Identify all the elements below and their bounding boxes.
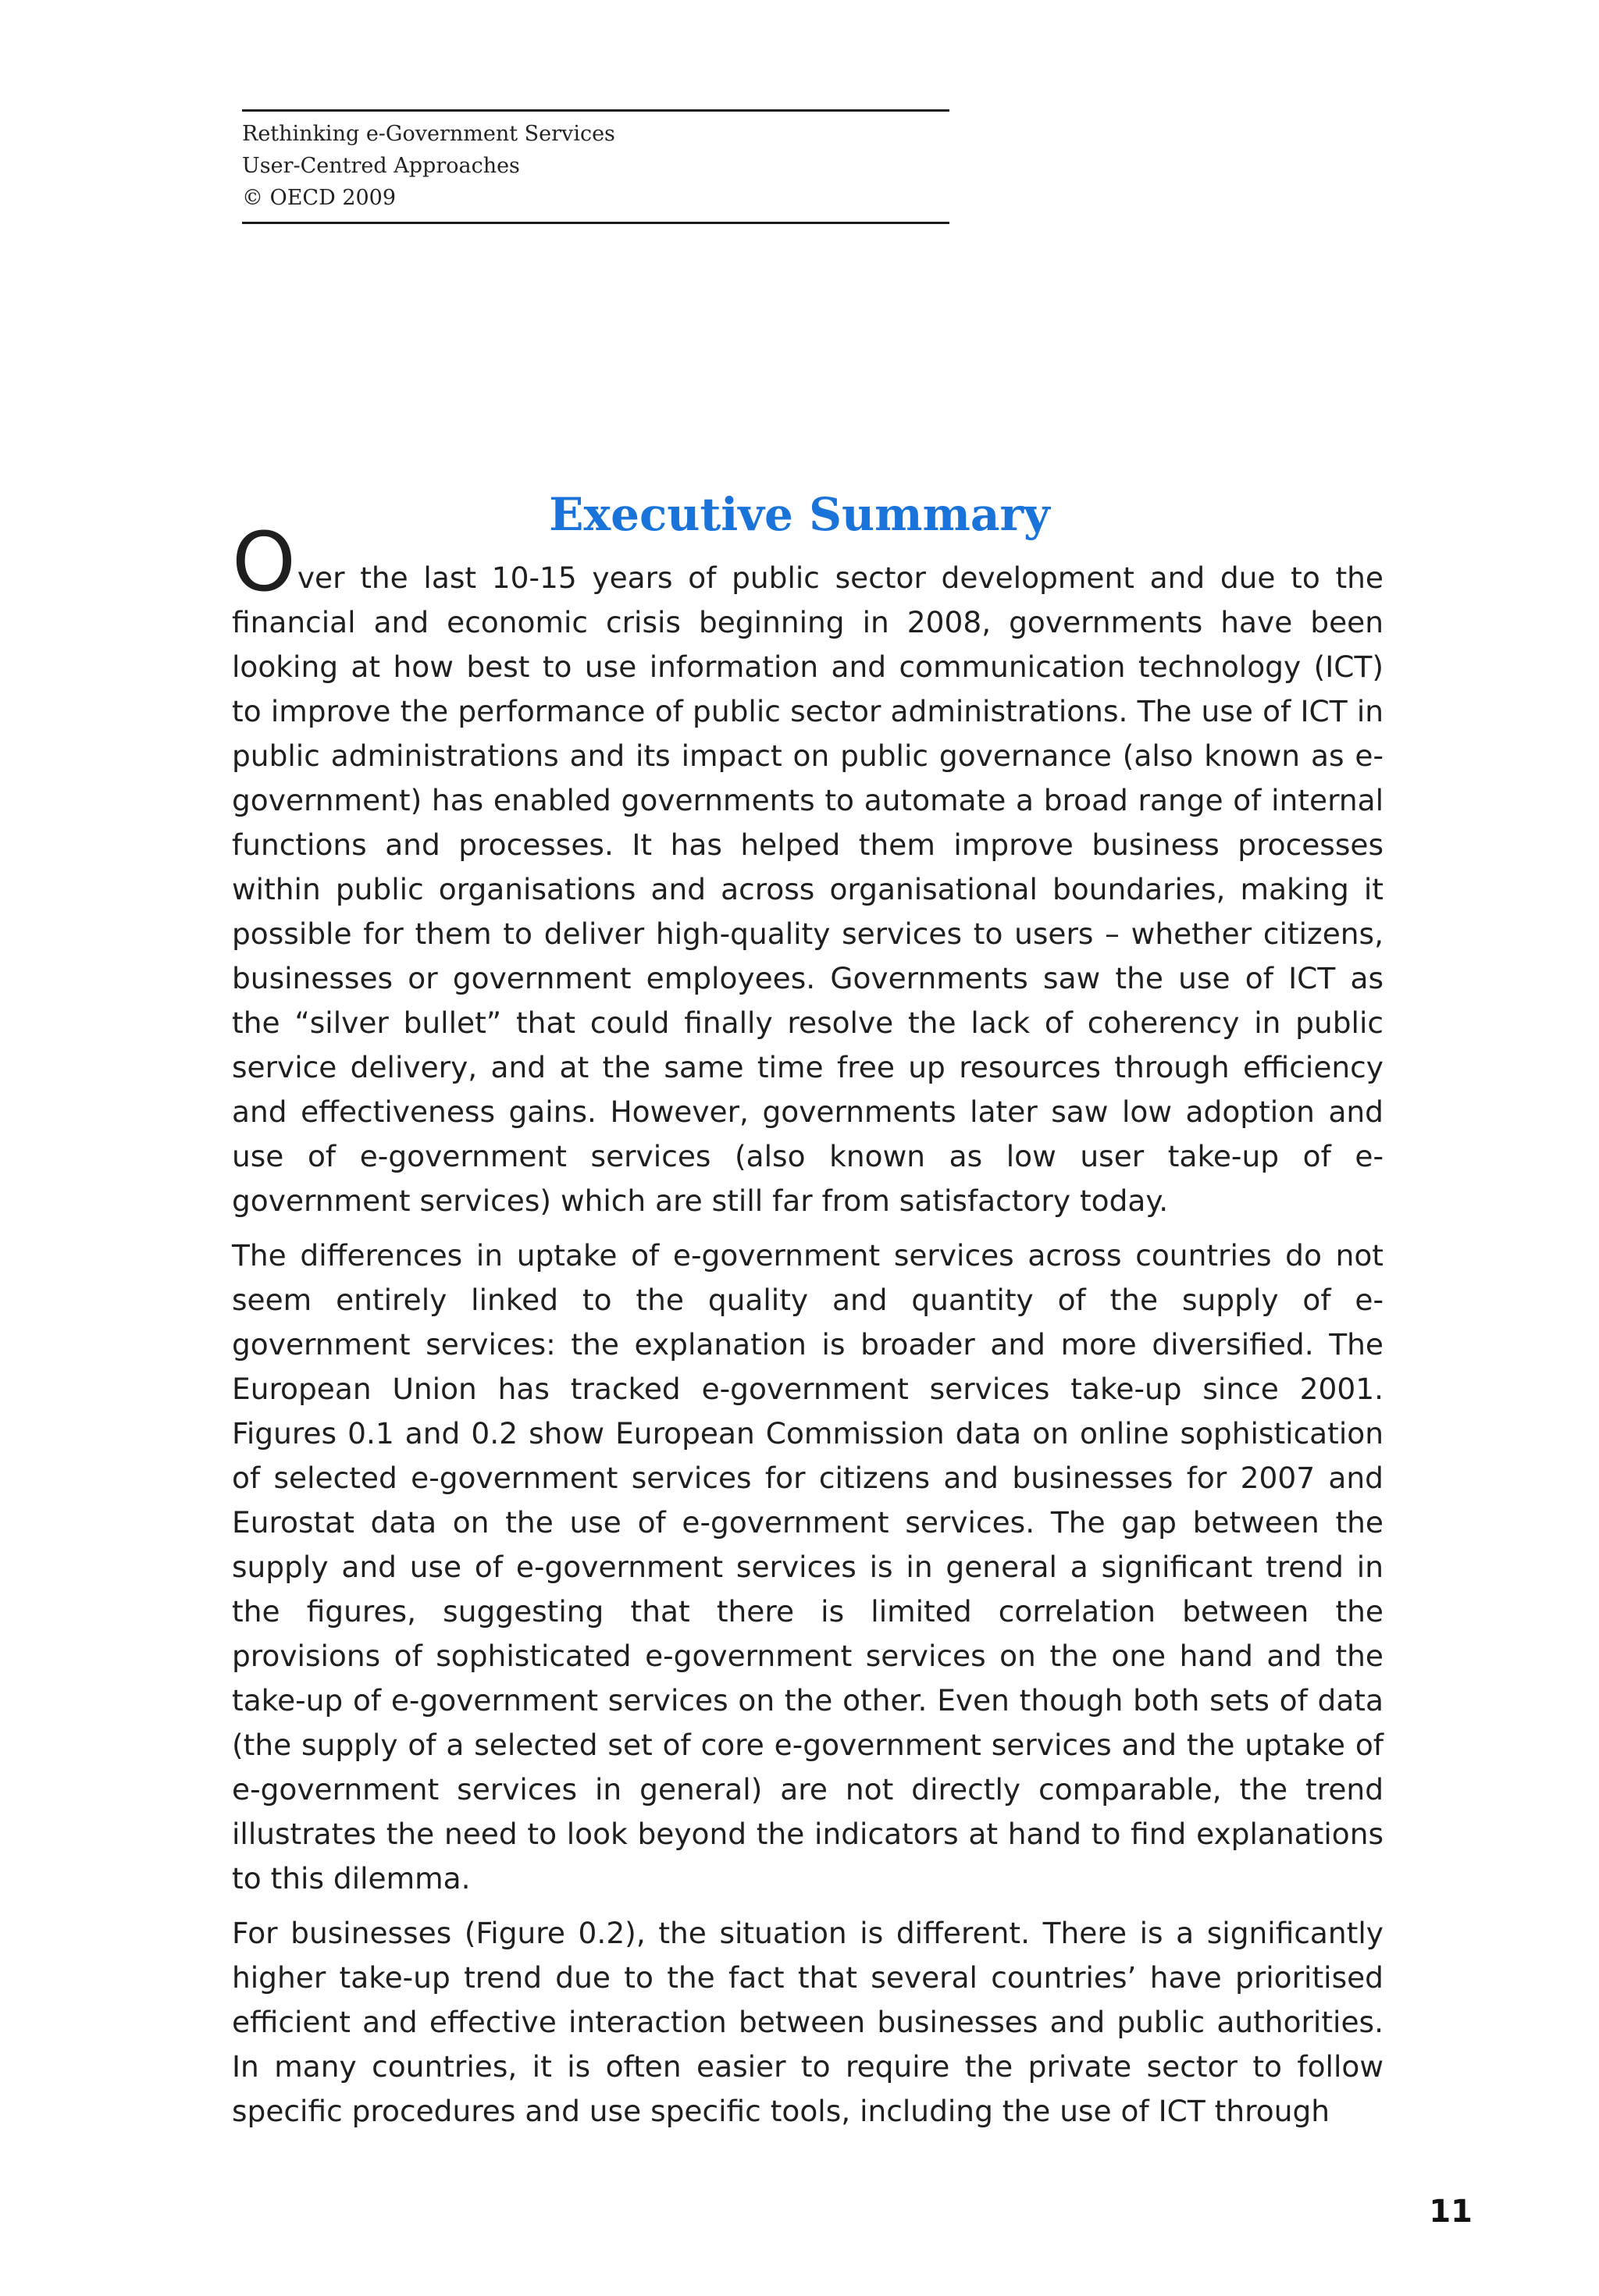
page-title: Executive Summary bbox=[549, 487, 1050, 541]
header-bottom-rule bbox=[242, 222, 949, 224]
paragraph-1-text: ver the last 10-15 years of public sector development and due to the financial and economic crisis beginning in 2008, governments have been looking at how best to use information and communication technology (ICT) to improve the performance of public sector administrations. The use of ICT in public administrations and its impact on public governance (also known as e-government) has enabled governments to automate a broad range of internal functions and processes. It has helped them improve business processes within public organisations and across organisational boundaries, making it possible for them to deliver high-quality services to users – whether citizens, businesses or government employees. Governments saw the use of ICT as the “silver bullet” that could finally resolve the lack of coherency in public service delivery, and at the same time free up resources through efficiency and effectiveness gains. However, governments later saw low adoption and use of e-government services (also known as low user take-up of e-government services) which are still far from satisfactory today. bbox=[232, 561, 1384, 1218]
header-copyright: © OECD 2009 bbox=[242, 186, 397, 210]
paragraph-3: For businesses (Figure 0.2), the situation is different. There is a significantly higher take-up trend due to the fact that several countries’ have prioritised efficient and effective interaction between businesses and public authorities. In many countries, it is often easier to require the private sector to follow specific procedures and use specific tools, including the use of ICT through bbox=[232, 1916, 1384, 2128]
running-header bbox=[242, 109, 949, 224]
header-lines bbox=[242, 112, 949, 222]
header-book-title: Rethinking e-Government Services bbox=[242, 122, 615, 146]
page-number: 11 bbox=[1429, 2194, 1473, 2230]
drop-cap: O bbox=[232, 514, 296, 610]
paragraph-2: The differences in uptake of e-government services across countries do not seem entirely linked to the quality and quantity of the supply of e-government services: the explanation is broader and more diversified. The European Union has tracked e-government services take-up since 2001. Figures 0.1 and 0.2 show European Commission data on online sophistication of selected e-government services for citizens and businesses for 2007 and Eurostat data on the use of e-government services. The gap between the supply and use of e-government services is in general a significant trend in the figures, suggesting that there is limited correlation between the provisions of sophisticated e-government services on the one hand and the take-up of e-government services on the other. Even though both sets of data (the supply of a selected set of core e-government services and the uptake of e-government services in general) are not directly comparable, the trend illustrates the need to look beyond the indicators at hand to find explanations to this dilemma. bbox=[232, 1238, 1384, 1896]
header-subtitle: User-Centred Approaches bbox=[242, 154, 520, 178]
